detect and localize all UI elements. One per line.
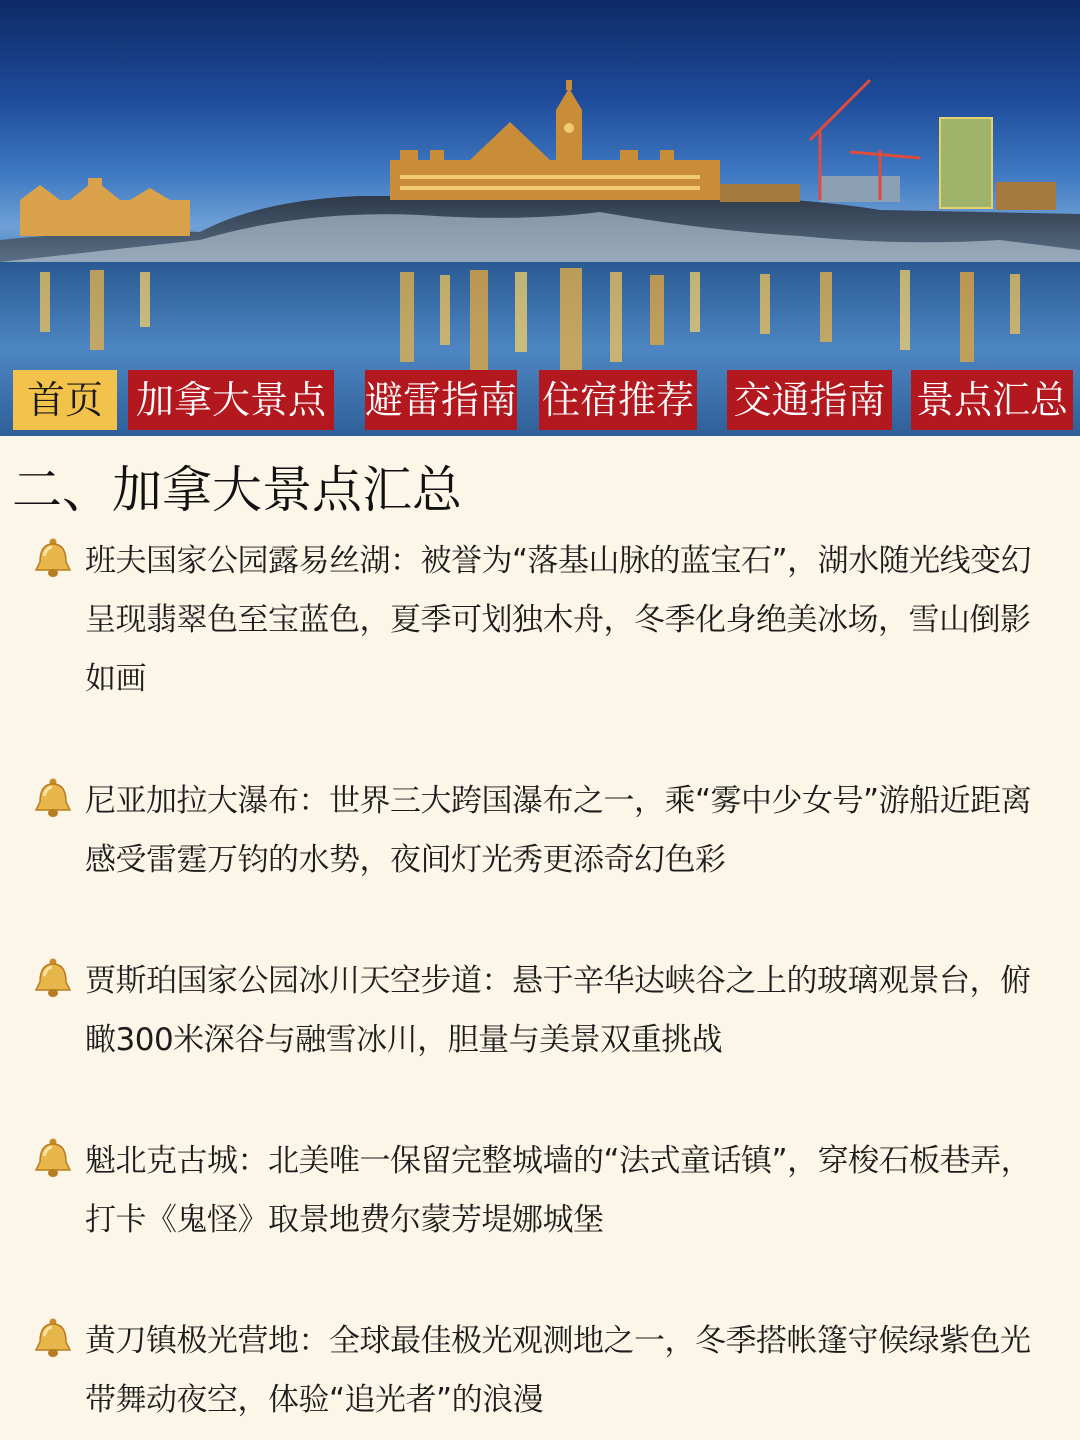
bell-icon: [30, 956, 76, 1002]
nav-tab-home[interactable]: 首页: [13, 370, 117, 430]
hero-photo: [0, 0, 1080, 436]
list-item-text: 魁北克古城：北美唯一保留完整城墙的“法式童话镇”，穿梭石板巷弄，打卡《鬼怪》取景地费尔蒙芳堤娜城堡: [85, 1143, 1032, 1238]
bell-icon: [30, 536, 76, 582]
nav-tab-accommodation[interactable]: 住宿推荐: [539, 370, 697, 430]
bell-icon: [30, 1316, 76, 1362]
list-item: [30, 952, 1040, 1070]
list-item-text: 黄刀镇极光营地：全球最佳极光观测地之一，冬季搭帐篷守候绿紫色光带舞动夜空，体验“追光者”的浪漫: [85, 1323, 1031, 1418]
top-nav: [0, 370, 1080, 430]
list-item: [30, 1132, 1040, 1250]
list-item: [30, 1312, 1040, 1430]
nav-tab-pitfall-guide[interactable]: 避雷指南: [365, 370, 517, 430]
list-item: [30, 772, 1040, 890]
bell-icon: [30, 1136, 76, 1182]
list-item-text: 尼亚加拉大瀑布：世界三大跨国瀑布之一，乘“雾中少女号”游船近距离感受雷霆万钧的水势，夜间灯光秀更添奇幻色彩: [85, 783, 1032, 878]
list-item: [30, 532, 1040, 709]
nav-tab-attractions-summary[interactable]: 景点汇总: [911, 370, 1073, 430]
bell-icon: [30, 776, 76, 822]
nav-tab-canada-attractions[interactable]: 加拿大景点: [128, 370, 334, 430]
list-item-text: 贾斯珀国家公园冰川天空步道：悬于辛华达峡谷之上的玻璃观景台，俯瞰300米深谷与融雪冰川，胆量与美景双重挑战: [85, 963, 1031, 1058]
nav-tab-transport-guide[interactable]: 交通指南: [727, 370, 892, 430]
list-item-text: 班夫国家公园露易丝湖：被誉为“落基山脉的蓝宝石”，湖水随光线变幻呈现翡翠色至宝蓝色，夏季可划独木舟，冬季化身绝美冰场，雪山倒影如画: [85, 543, 1032, 697]
section-title: 二、加拿大景点汇总: [12, 461, 462, 519]
